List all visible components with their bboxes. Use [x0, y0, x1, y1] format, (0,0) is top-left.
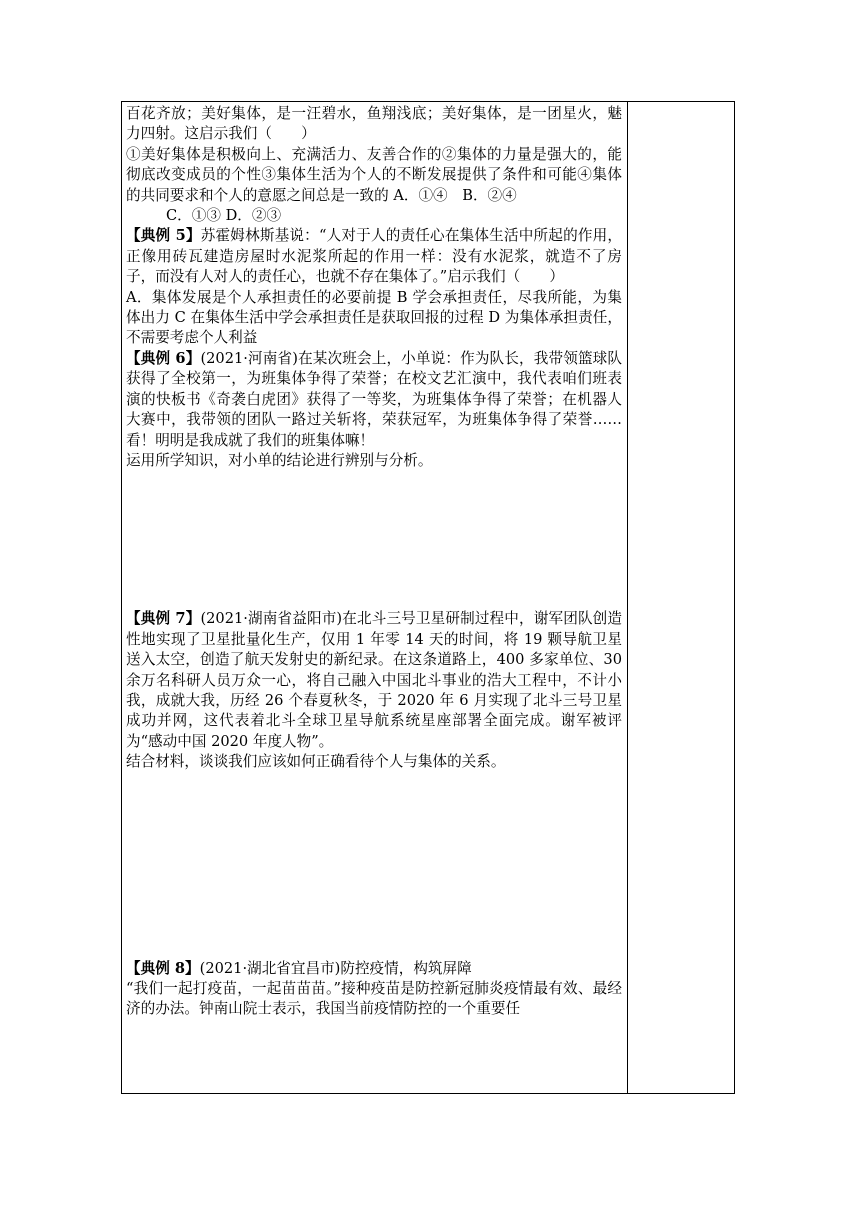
worksheet-table — [121, 101, 735, 1094]
example-6-text: (2021·河南省)在某次班会上，小单说：作为队长，我带领篮球队获得了全校第一，为班集体争得了荣誉；在校文艺汇演中，我代表咱们班表演的快板书《奇袭白虎团》获得了一等奖，为班集体争得了荣誉；在机器人大赛中，我带领的团队一路过关斩将，荣获冠军，为班集体争得了荣誉……看！明明是我成就了我们的班集体嘛！ — [126, 349, 622, 449]
example-7-label: 【典例 7】 — [126, 610, 201, 628]
example-4-text: 百花齐放；美好集体，是一汪碧水，鱼翔浅底；美好集体，是一团星火，魅力四射。这启示我们（ ） — [126, 105, 622, 143]
example-4-options-cont: C．①③ D．②③ — [166, 207, 282, 225]
example-7-text: (2021·湖南省益阳市)在北斗三号卫星研制过程中，谢军团队创造性地实现了卫星批量化生产，仅用 1 年零 14 天的时间，将 19 颗导航卫星送入太空，创造了航天发射史的新纪录。在这条道路上，400 多家单位、30 余万名科研人员万众一心，将自己融入中国北斗事业的浩大工程中，不计小我，成就大我，历经 26 个春夏秋冬，于 2020 年 6 月实现了北斗三号卫星成功并网，这代表着北斗全球卫星导航系统星座部署全面完成。谢军被评为“感动中国 2020 年度人物”。 — [126, 610, 622, 750]
example-5-options: A．集体发展是个人承担责任的必要前提 B 学会承担责任，尽我所能，为集体出力 C 在集体生活中学会承担责任是获取回报的过程 D 为集体承担责任，不需要考虑个人利益 — [126, 288, 622, 347]
example-5-label: 【典例 5】 — [126, 227, 201, 245]
example-6-question: 运用所学知识，对小单的结论进行辨别与分析。 — [126, 451, 433, 469]
example-5-text: 苏霍姆林斯基说：“人对于人的责任心在集体生活中所起的作用，正像用砖瓦建造房屋时水泥浆所起的作用一样：没有水泥浆，就造不了房子，而没有人对人的责任心，也就不存在集体了。”启示我们（ ） — [126, 227, 622, 286]
example-8 — [126, 959, 622, 979]
example-8-label: 【典例 8】 — [126, 959, 200, 977]
example-7 — [126, 609, 622, 752]
example-7-question: 结合材料，谈谈我们应该如何正确看待个人与集体的关系。 — [126, 753, 506, 771]
answer-space — [126, 773, 622, 959]
example-8-text2: “我们一起打疫苗，一起苗苗苗。”接种疫苗是防控新冠肺炎疫情最有效、最经济的办法。钟南山院士表示，我国当前疫情防控的一个重要任 — [126, 979, 622, 1018]
example-4-options: ①美好集体是积极向上、充满活力、友善合作的②集体的力量是强大的，能彻底改变成员的个性③集体生活为个人的不断发展提供了条件和可能④集体的共同要求和个人的意愿之间总是一致的 A．①④ B．②④ — [126, 145, 622, 204]
column-divider — [627, 102, 628, 1093]
example-5 — [126, 226, 622, 287]
example-6-label: 【典例 6】 — [126, 349, 201, 367]
example-8-text: (2021·湖北省宜昌市)防控疫情，构筑屏障 — [199, 959, 472, 977]
main-column — [126, 104, 622, 1020]
answer-space — [126, 471, 622, 609]
example-6 — [126, 349, 622, 451]
